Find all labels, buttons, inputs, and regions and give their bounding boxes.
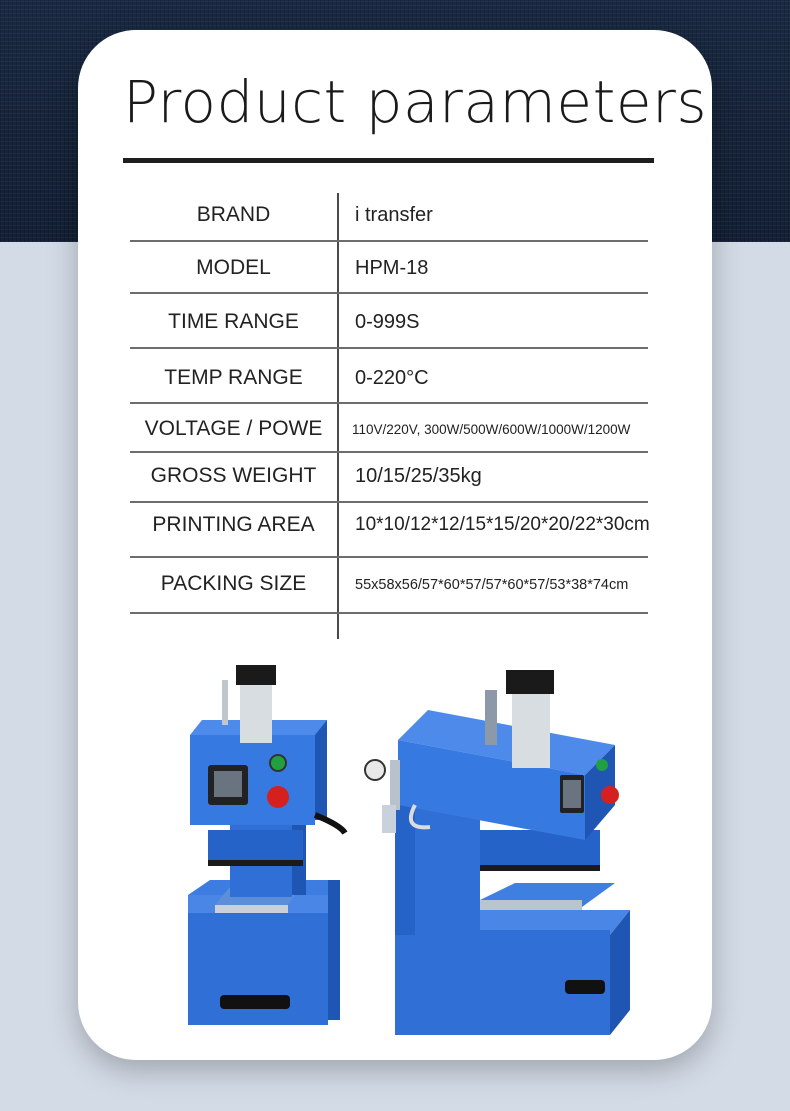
row-divider — [130, 347, 648, 349]
row-divider — [130, 612, 648, 614]
parameter-value: HPM-18 — [355, 257, 429, 279]
row-divider — [130, 240, 648, 242]
parameter-row-packing-size — [130, 572, 648, 598]
parameter-value: 55x58x56/57*60*57/57*60*57/53*38*74cm — [355, 577, 629, 593]
parameter-value: 110V/220V, 300W/500W/600W/1000W/1200W — [352, 422, 631, 437]
parameter-row-model — [130, 256, 648, 282]
row-divider — [130, 451, 648, 453]
parameter-row-temp-range — [130, 366, 648, 392]
parameter-label: PACKING SIZE — [160, 572, 307, 595]
parameter-value: 0-220°C — [355, 367, 429, 389]
parameter-row-gross-weight — [130, 464, 648, 490]
parameter-label: MODEL — [196, 256, 271, 279]
parameter-row-time-range — [130, 310, 648, 336]
parameter-label: VOLTAGE / POWE — [144, 417, 323, 440]
row-divider — [130, 402, 648, 404]
row-divider — [130, 501, 648, 503]
right-heat-press-machine — [365, 670, 630, 1035]
parameter-value: 10/15/25/35kg — [355, 465, 482, 487]
parameter-row-printing-area — [130, 513, 648, 539]
parameter-value: 10*10/12*12/15*15/20*20/22*30cm — [355, 514, 650, 535]
parameter-label: PRINTING AREA — [152, 513, 315, 536]
page-title: Product parameters — [123, 68, 708, 136]
parameter-label: BRAND — [196, 203, 271, 226]
parameter-value: 0-999S — [355, 311, 420, 333]
left-heat-press-machine — [188, 665, 345, 1025]
parameter-label: TIME RANGE — [168, 310, 299, 333]
parameter-row-brand — [130, 203, 648, 229]
row-divider — [130, 556, 648, 558]
parameter-value: i transfer — [355, 204, 433, 226]
product-photo — [170, 655, 640, 1045]
parameter-row-voltage-power — [130, 417, 648, 443]
parameter-label: TEMP RANGE — [164, 366, 303, 389]
row-divider — [130, 292, 648, 294]
title-underline — [123, 158, 654, 163]
parameter-label: GROSS WEIGHT — [150, 464, 317, 487]
